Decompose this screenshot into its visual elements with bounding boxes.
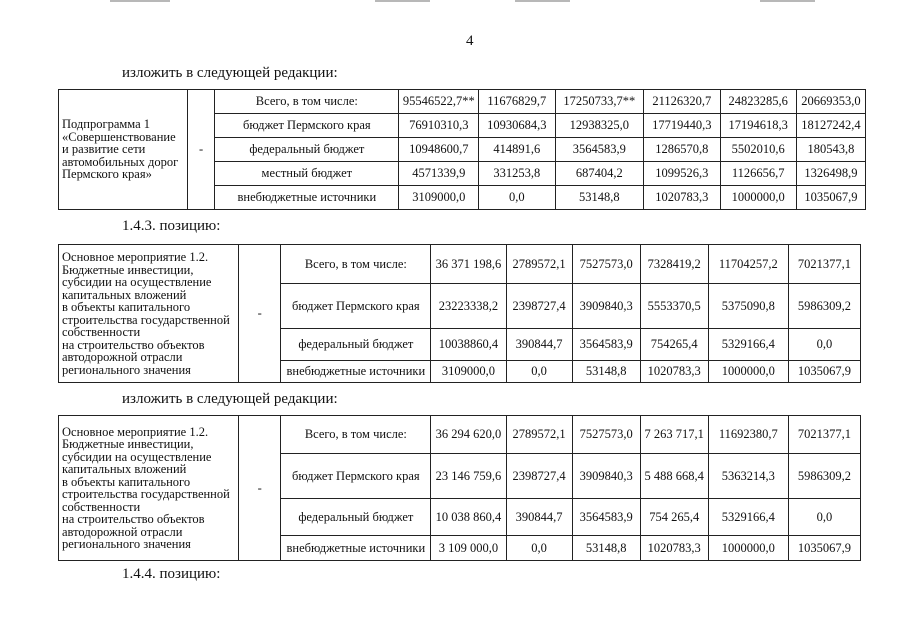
value-cell: 3909840,3 (572, 454, 640, 499)
value-cell: 3109000,0 (399, 186, 479, 210)
value-cell: 5363214,3 (708, 454, 788, 499)
value-cell: 1286570,8 (644, 138, 720, 162)
value-cell: 0,0 (788, 329, 860, 361)
value-cell: 2789572,1 (506, 245, 572, 284)
category-cell: бюджет Пермского края (215, 114, 399, 138)
value-cell: 5502010,6 (720, 138, 796, 162)
position-heading: 1.4.3. позицию: (122, 218, 221, 234)
value-cell: 2398727,4 (506, 454, 572, 499)
value-cell: 3 109 000,0 (431, 536, 506, 561)
page-number: 4 (466, 33, 474, 49)
value-cell: 7527573,0 (572, 245, 640, 284)
position-heading: 1.4.4. позицию: (122, 566, 221, 582)
value-cell: 1035067,9 (788, 536, 860, 561)
value-cell: 0,0 (788, 499, 860, 536)
value-cell: 17194618,3 (720, 114, 796, 138)
category-cell: Всего, в том числе: (281, 245, 431, 284)
subprogram-table (58, 89, 866, 210)
value-cell: 21126320,7 (644, 90, 720, 114)
value-cell: 2398727,4 (506, 284, 572, 329)
value-cell: 3909840,3 (572, 284, 640, 329)
value-cell: 1326498,9 (796, 162, 865, 186)
value-cell: 24823285,6 (720, 90, 796, 114)
category-cell: внебюджетные источники (215, 186, 399, 210)
dash-cell: - (187, 90, 214, 210)
value-cell: 1126656,7 (720, 162, 796, 186)
value-cell: 53148,8 (555, 186, 644, 210)
value-cell: 3564583,9 (572, 499, 640, 536)
value-cell: 7021377,1 (788, 416, 860, 454)
value-cell: 5553370,5 (640, 284, 708, 329)
value-cell: 17719440,3 (644, 114, 720, 138)
value-cell: 23 146 759,6 (431, 454, 506, 499)
value-cell: 0,0 (506, 536, 572, 561)
value-cell: 12938325,0 (555, 114, 644, 138)
value-cell: 10930684,3 (479, 114, 555, 138)
value-cell: 36 294 620,0 (431, 416, 506, 454)
value-cell: 10038860,4 (431, 329, 506, 361)
value-cell: 754265,4 (640, 329, 708, 361)
value-cell: 11704257,2 (708, 245, 788, 284)
dash-cell: - (239, 416, 281, 561)
category-cell: внебюджетные источники (281, 536, 431, 561)
value-cell: 3564583,9 (555, 138, 644, 162)
value-cell: 7527573,0 (572, 416, 640, 454)
measure-table-current (58, 244, 861, 383)
value-cell: 5986309,2 (788, 454, 860, 499)
value-cell: 1020783,3 (640, 536, 708, 561)
value-cell: 5375090,8 (708, 284, 788, 329)
category-cell: федеральный бюджет (281, 329, 431, 361)
value-cell: 1020783,3 (644, 186, 720, 210)
value-cell: 10948600,7 (399, 138, 479, 162)
measure-label: Основное мероприятие 1.2. Бюджетные инвестиции, субсидии на осуществление капитальных вложений в объекты капитального строительства государственной собственности на строительство объектов автодорожной отрасли регионального значения (59, 245, 239, 383)
measure-table-new (58, 415, 861, 561)
value-cell: 3109000,0 (431, 361, 506, 383)
category-cell: бюджет Пермского края (281, 284, 431, 329)
value-cell: 4571339,9 (399, 162, 479, 186)
value-cell: 1035067,9 (788, 361, 860, 383)
category-cell: Всего, в том числе: (215, 90, 399, 114)
category-cell: местный бюджет (215, 162, 399, 186)
top-rule (515, 0, 570, 2)
value-cell: 5 488 668,4 (640, 454, 708, 499)
instruction-heading: изложить в следующей редакции: (122, 391, 338, 407)
dash-cell: - (239, 245, 281, 383)
instruction-heading: изложить в следующей редакции: (122, 65, 338, 81)
category-cell: бюджет Пермского края (281, 454, 431, 499)
category-cell: федеральный бюджет (215, 138, 399, 162)
value-cell: 390844,7 (506, 499, 572, 536)
value-cell: 1099526,3 (644, 162, 720, 186)
value-cell: 414891,6 (479, 138, 555, 162)
value-cell: 7021377,1 (788, 245, 860, 284)
value-cell: 36 371 198,6 (431, 245, 506, 284)
value-cell: 390844,7 (506, 329, 572, 361)
top-rule (760, 0, 815, 2)
value-cell: 11676829,7 (479, 90, 555, 114)
top-rule (110, 0, 170, 2)
value-cell: 0,0 (479, 186, 555, 210)
value-cell: 180543,8 (796, 138, 865, 162)
value-cell: 1000000,0 (720, 186, 796, 210)
subprogram-label: Подпрограмма 1 «Совершенствование и развитие сети автомобильных дорог Пермского края» (59, 90, 188, 210)
value-cell: 331253,8 (479, 162, 555, 186)
value-cell: 10 038 860,4 (431, 499, 506, 536)
value-cell: 76910310,3 (399, 114, 479, 138)
value-cell: 1020783,3 (640, 361, 708, 383)
value-cell: 7 263 717,1 (640, 416, 708, 454)
value-cell: 754 265,4 (640, 499, 708, 536)
value-cell: 18127242,4 (796, 114, 865, 138)
value-cell: 53148,8 (572, 361, 640, 383)
value-cell: 11692380,7 (708, 416, 788, 454)
top-rule (375, 0, 430, 2)
category-cell: федеральный бюджет (281, 499, 431, 536)
value-cell: 3564583,9 (572, 329, 640, 361)
value-cell: 687404,2 (555, 162, 644, 186)
value-cell: 7328419,2 (640, 245, 708, 284)
value-cell: 23223338,2 (431, 284, 506, 329)
value-cell: 5329166,4 (708, 329, 788, 361)
category-cell: внебюджетные источники (281, 361, 431, 383)
value-cell: 1000000,0 (708, 361, 788, 383)
value-cell: 2789572,1 (506, 416, 572, 454)
value-cell: 53148,8 (572, 536, 640, 561)
category-cell: Всего, в том числе: (281, 416, 431, 454)
value-cell: 0,0 (506, 361, 572, 383)
value-cell: 1035067,9 (796, 186, 865, 210)
value-cell: 17250733,7** (555, 90, 644, 114)
value-cell: 5329166,4 (708, 499, 788, 536)
measure-label: Основное мероприятие 1.2. Бюджетные инвестиции, субсидии на осуществление капитальных вложений в объекты капитального строительства государственной собственности на строительство объектов автодорожной отрасли регионального значения (59, 416, 239, 561)
value-cell: 20669353,0 (796, 90, 865, 114)
value-cell: 1000000,0 (708, 536, 788, 561)
value-cell: 5986309,2 (788, 284, 860, 329)
value-cell: 95546522,7** (399, 90, 479, 114)
